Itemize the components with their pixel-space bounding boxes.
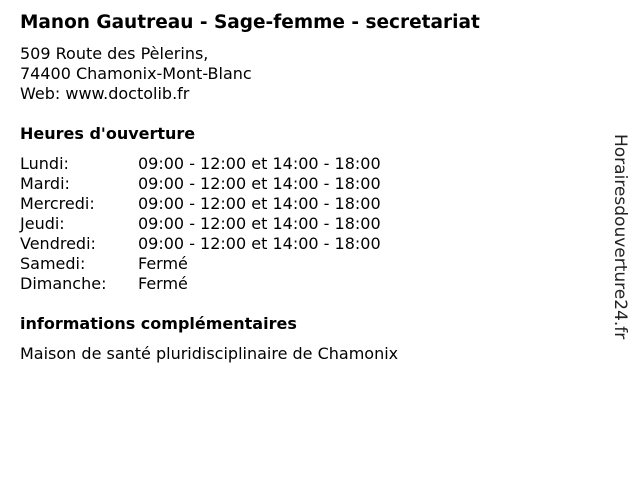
day-hours: 09:00 - 12:00 et 14:00 - 18:00 <box>138 234 381 253</box>
day-hours: 09:00 - 12:00 et 14:00 - 18:00 <box>138 174 381 193</box>
day-hours: Fermé <box>138 274 188 293</box>
info-heading: informations complémentaires <box>20 314 297 333</box>
day-label: Dimanche: <box>20 274 107 293</box>
day-hours: 09:00 - 12:00 et 14:00 - 18:00 <box>138 194 381 213</box>
day-label: Vendredi: <box>20 234 96 253</box>
address-city: 74400 Chamonix-Mont-Blanc <box>20 64 252 83</box>
day-label: Lundi: <box>20 154 69 173</box>
day-label: Mercredi: <box>20 194 95 213</box>
website-line: Web: www.doctolib.fr <box>20 84 190 103</box>
day-hours: 09:00 - 12:00 et 14:00 - 18:00 <box>138 214 381 233</box>
site-watermark: Horairesdouverture24.fr <box>610 134 630 340</box>
hours-heading: Heures d'ouverture <box>20 124 196 143</box>
day-label: Mardi: <box>20 174 70 193</box>
page-title: Manon Gautreau - Sage-femme - secretariat <box>20 12 480 33</box>
day-label: Jeudi: <box>20 214 65 233</box>
address-street: 509 Route des Pèlerins, <box>20 44 209 63</box>
address-block <box>20 44 252 104</box>
day-label: Samedi: <box>20 254 86 273</box>
info-text: Maison de santé pluridisciplinaire de Chamonix <box>20 344 399 363</box>
day-hours: 09:00 - 12:00 et 14:00 - 18:00 <box>138 154 381 173</box>
day-hours: Fermé <box>138 254 188 273</box>
